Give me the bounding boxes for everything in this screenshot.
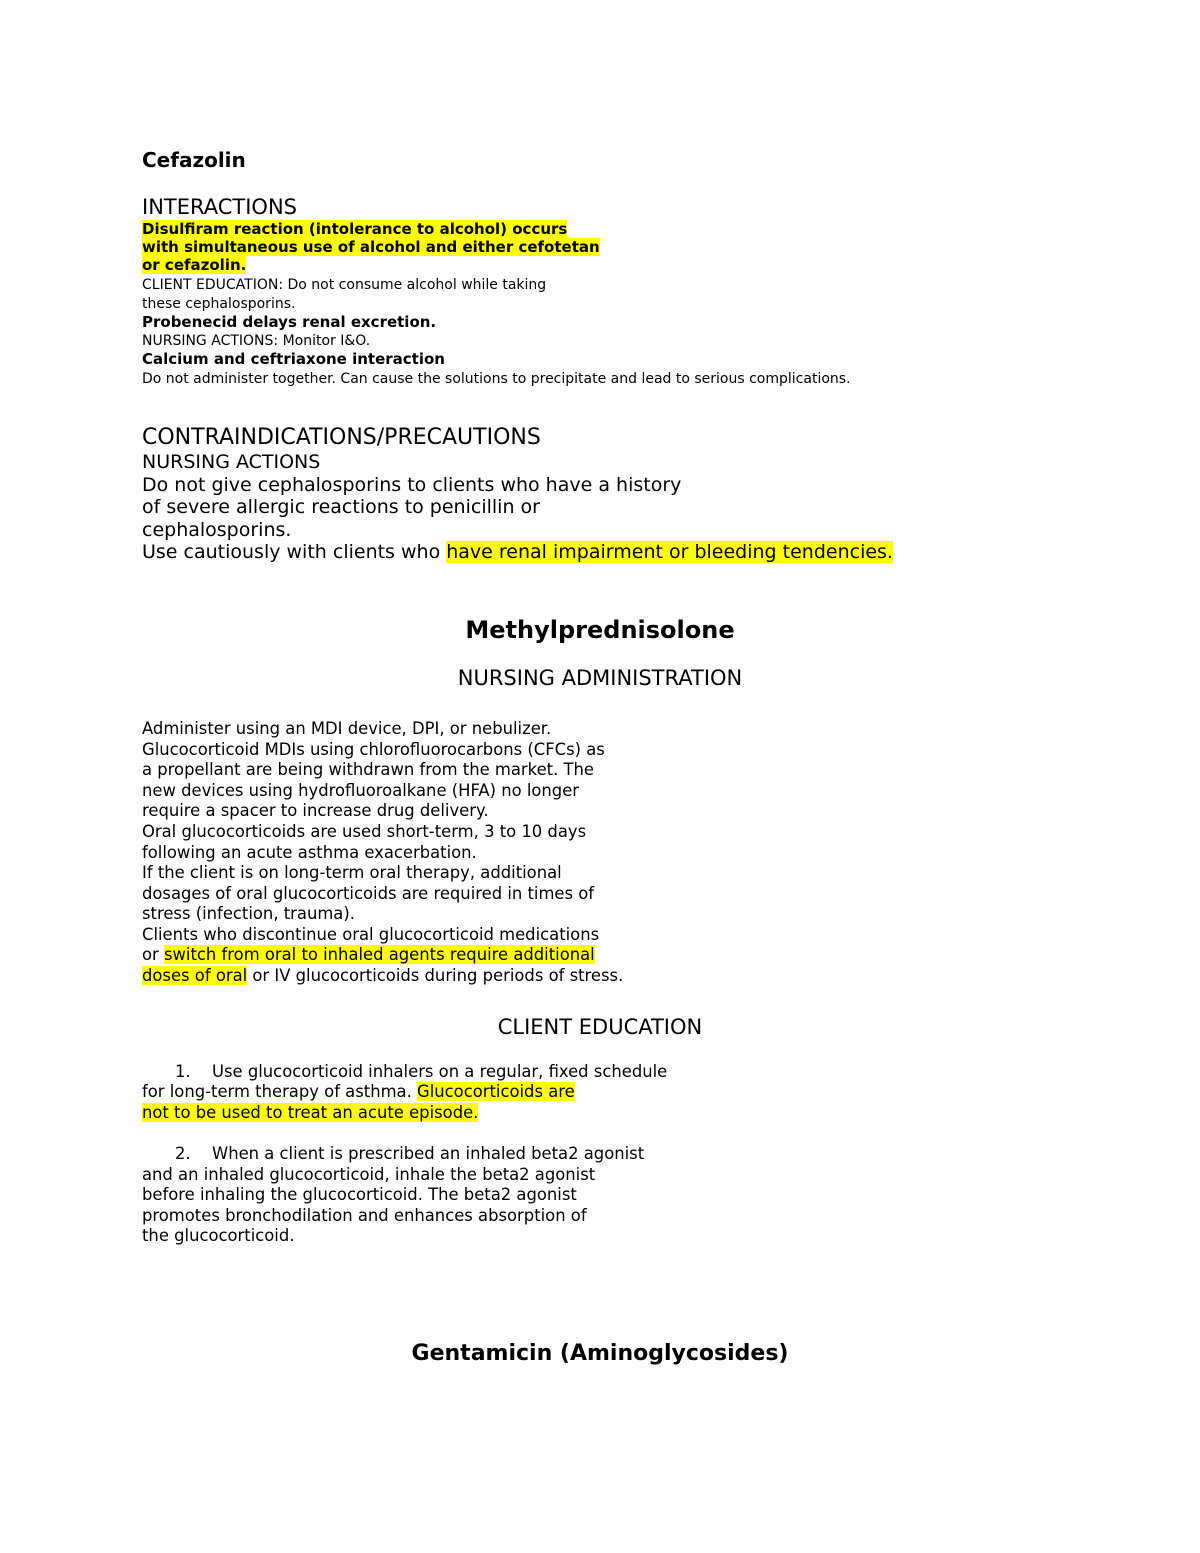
contraindications-line-4: Use cautiously with clients who have renal impairment or bleeding tendencies. [142,541,893,563]
administration-line: Administer using an MDI device, DPI, or nebulizer. [142,719,552,738]
calcium-heading: Calcium and ceftriaxone interaction [142,350,445,368]
administration-line: a propellant are being withdrawn from the market. The [142,760,594,779]
client-education-line-2: these cephalosporins. [142,296,296,312]
administration-line: Oral glucocorticoids are used short-term, 3 to 10 days [142,822,587,841]
disulfiram-line-1: Disulfiram reaction (intolerance to alcohol) occurs [142,220,568,238]
administration-line: new devices using hydrofluoroalkane (HFA) no longer [142,781,580,800]
cefazolin-title: Cefazolin [142,148,246,172]
administration-line-highlight-2: doses of oral or IV glucocorticoids during periods of stress. [142,966,624,985]
administration-line: dosages of oral glucocorticoids are required in times of [142,884,595,903]
administration-line-highlight-1: or switch from oral to inhaled agents require additional [142,945,595,964]
administration-line: Clients who discontinue oral glucocorticoid medications [142,925,600,944]
disulfiram-line-3: or cefazolin. [142,256,247,274]
contraindications-heading: CONTRAINDICATIONS/PRECAUTIONS [142,425,541,450]
list-item-2-line-5: the glucocorticoid. [142,1226,295,1245]
list-item-1-line-1: Use glucocorticoid inhalers on a regular, fixed schedule [212,1062,668,1081]
administration-line: require a spacer to increase drug delivery. [142,801,489,820]
contraindications-line-2: of severe allergic reactions to penicillin or [142,496,540,518]
client-education-heading: CLIENT EDUCATION [497,1015,703,1039]
list-item-number: 1. [175,1062,191,1081]
administration-line: If the client is on long-term oral therapy, additional [142,863,562,882]
list-item-2-line-2: and an inhaled glucocorticoid, inhale the beta2 agonist [142,1165,596,1184]
contraindications-line-1: Do not give cephalosporins to clients who have a history [142,474,682,496]
administration-line: Glucocorticoid MDIs using chlorofluorocarbons (CFCs) as [142,740,605,759]
gentamicin-title: Gentamicin (Aminoglycosides) [411,1341,789,1366]
calcium-text: Do not administer together. Can cause the solutions to precipitate and lead to serious complications. [142,371,851,387]
list-item-2-line-3: before inhaling the glucocorticoid. The beta2 agonist [142,1185,577,1204]
nursing-administration-heading: NURSING ADMINISTRATION [457,666,743,690]
nursing-actions-text: NURSING ACTIONS: Monitor I&O. [142,333,371,349]
methylprednisolone-title: Methylprednisolone [465,616,735,644]
list-item-number: 2. [175,1144,191,1163]
contraindications-line-3: cephalosporins. [142,519,292,541]
list-item-1-line-2: for long-term therapy of asthma. Glucocorticoids are [142,1082,575,1101]
list-item-2-line-4: promotes bronchodilation and enhances absorption of [142,1206,587,1225]
administration-line: stress (infection, trauma). [142,904,355,923]
list-item-1-line-3: not to be used to treat an acute episode. [142,1103,479,1122]
disulfiram-line-2: with simultaneous use of alcohol and either cefotetan [142,238,600,256]
probenecid-text: Probenecid delays renal excretion. [142,313,437,331]
contraindications-subheading: NURSING ACTIONS [142,451,321,473]
interactions-heading: INTERACTIONS [142,195,297,219]
client-education-line-1: CLIENT EDUCATION: Do not consume alcohol while taking [142,277,547,293]
administration-line: following an acute asthma exacerbation. [142,843,477,862]
list-item-2-line-1: When a client is prescribed an inhaled beta2 agonist [212,1144,645,1163]
